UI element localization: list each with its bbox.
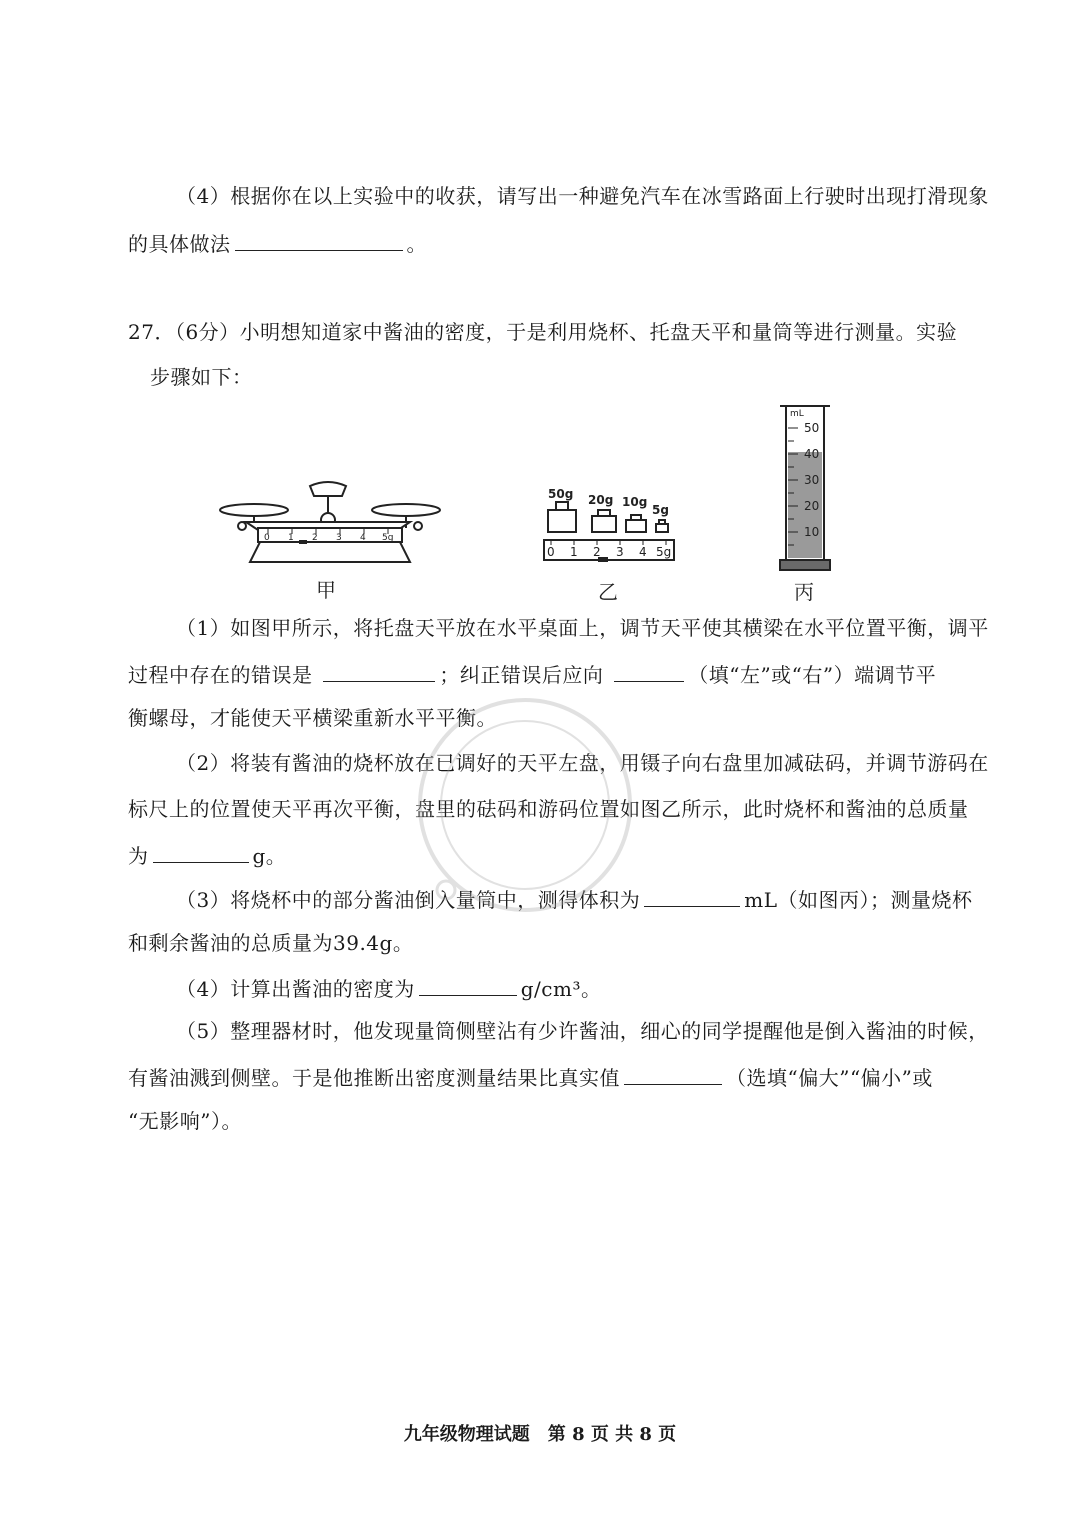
answer-blank[interactable] [614,659,684,682]
cylinder-tick: 10 [804,525,820,539]
q27-part4-text: g/cm³。 [520,977,602,1001]
q27-part3-text: mL（如图丙）；测量烧杯 [744,888,973,912]
q27-part1-line3: 衡螺母，才能使天平横梁重新水平平衡。 [128,706,497,730]
q27-part5-text: 有酱油溅到侧壁。于是他推断出密度测量结果比真实值 [128,1066,620,1090]
answer-blank[interactable] [235,228,403,251]
q26-part4-text: 的具体做法 [128,232,231,256]
page-footer: 九年级物理试题 第 8 页 共 8 页 [403,1424,677,1445]
ruler-tick: 0 [264,533,270,543]
ruler-tick: 1 [570,545,578,559]
q27-part2-text: 为 [128,844,149,868]
watermark-seal [410,690,640,920]
q27-part1-text: 过程中存在的错误是 [128,663,313,687]
q26-part4-line1: （4）根据你在以上实验中的收获，请写出一种避免汽车在冰雪路面上行驶时出现打滑现象 [176,184,989,208]
cylinder-tick: 30 [804,473,820,487]
weight-label: 20g [588,493,614,507]
q27-part5-line1: （5）整理器材时，他发现量筒侧壁沾有少许酱油，细心的同学提醒他是倒入酱油的时候， [176,1019,989,1043]
answer-blank[interactable] [419,973,517,996]
q27-header-line2: 步骤如下： [150,365,253,389]
balance-figure [212,476,448,572]
cylinder-tick: 50 [804,421,820,435]
figure-label-b: 乙 [598,580,618,604]
cylinder-tick: 20 [804,499,820,513]
answer-blank[interactable] [624,1062,722,1085]
q26-part4-line2 [128,228,427,258]
q27-part1-line2 [128,659,936,689]
q27-part4-text: （4）计算出酱油的密度为 [176,977,415,1001]
q27-part2-line2: 标尺上的位置使天平再次平衡，盘里的砝码和游码位置如图乙所示，此时烧杯和酱油的总质量 [128,797,969,821]
q27-part5-line2 [128,1062,933,1092]
ruler-tick: 2 [593,545,601,559]
q27-part1-line1: （1）如图甲所示，将托盘天平放在水平桌面上，调节天平使其横梁在水平位置平衡，调平 [176,616,989,640]
answer-blank[interactable] [644,884,740,907]
q27-part2-line1: （2）将装有酱油的烧杯放在已调好的天平左盘，用镊子向右盘里加减砝码，并调节游码在 [176,751,989,775]
q27-part2-text: g。 [252,844,287,868]
cylinder-unit: mL [790,409,804,419]
ruler-tick: 3 [336,533,342,543]
q27-part3-line2: 和剩余酱油的总质量为39.4g。 [128,931,414,955]
answer-blank[interactable] [153,840,249,863]
weight-label: 50g [548,487,574,501]
ruler-tick: 2 [312,533,318,543]
q27-part1-text: ；纠正错误后应向 [439,663,604,687]
q27-part1-text: （填“左”或“右”）端调节平 [688,663,937,687]
ruler-tick: 1 [288,533,294,543]
q27-part5-line3: “无影响”）。 [128,1109,242,1133]
cylinder-tick: 40 [804,447,820,461]
figure-label-a: 甲 [316,578,336,602]
q27-part4-line [176,973,601,1003]
q27-part3-text: （3）将烧杯中的部分酱油倒入量筒中，测得体积为 [176,888,641,912]
ruler-tick: 4 [360,533,366,543]
ruler-tick: 3 [616,545,624,559]
figure-label-c: 丙 [794,580,814,604]
ruler-tick: 5g [382,533,394,543]
ruler-tick: 4 [639,545,647,559]
ruler-tick: 5g [656,545,672,559]
answer-blank[interactable] [323,659,435,682]
weights-figure [540,484,680,570]
weight-label: 5g [652,503,669,517]
q27-header-line1: 27．（6分）小明想知道家中酱油的密度，于是利用烧杯、托盘天平和量筒等进行测量。实验 [128,320,958,344]
weight-label: 10g [622,495,648,509]
ruler-tick: 0 [547,545,555,559]
q27-part5-text: （选填“偏大”“偏小”或 [726,1066,933,1090]
q27-part2-line3 [128,840,286,870]
punctuation: 。 [406,232,427,256]
cylinder-figure [776,402,834,574]
